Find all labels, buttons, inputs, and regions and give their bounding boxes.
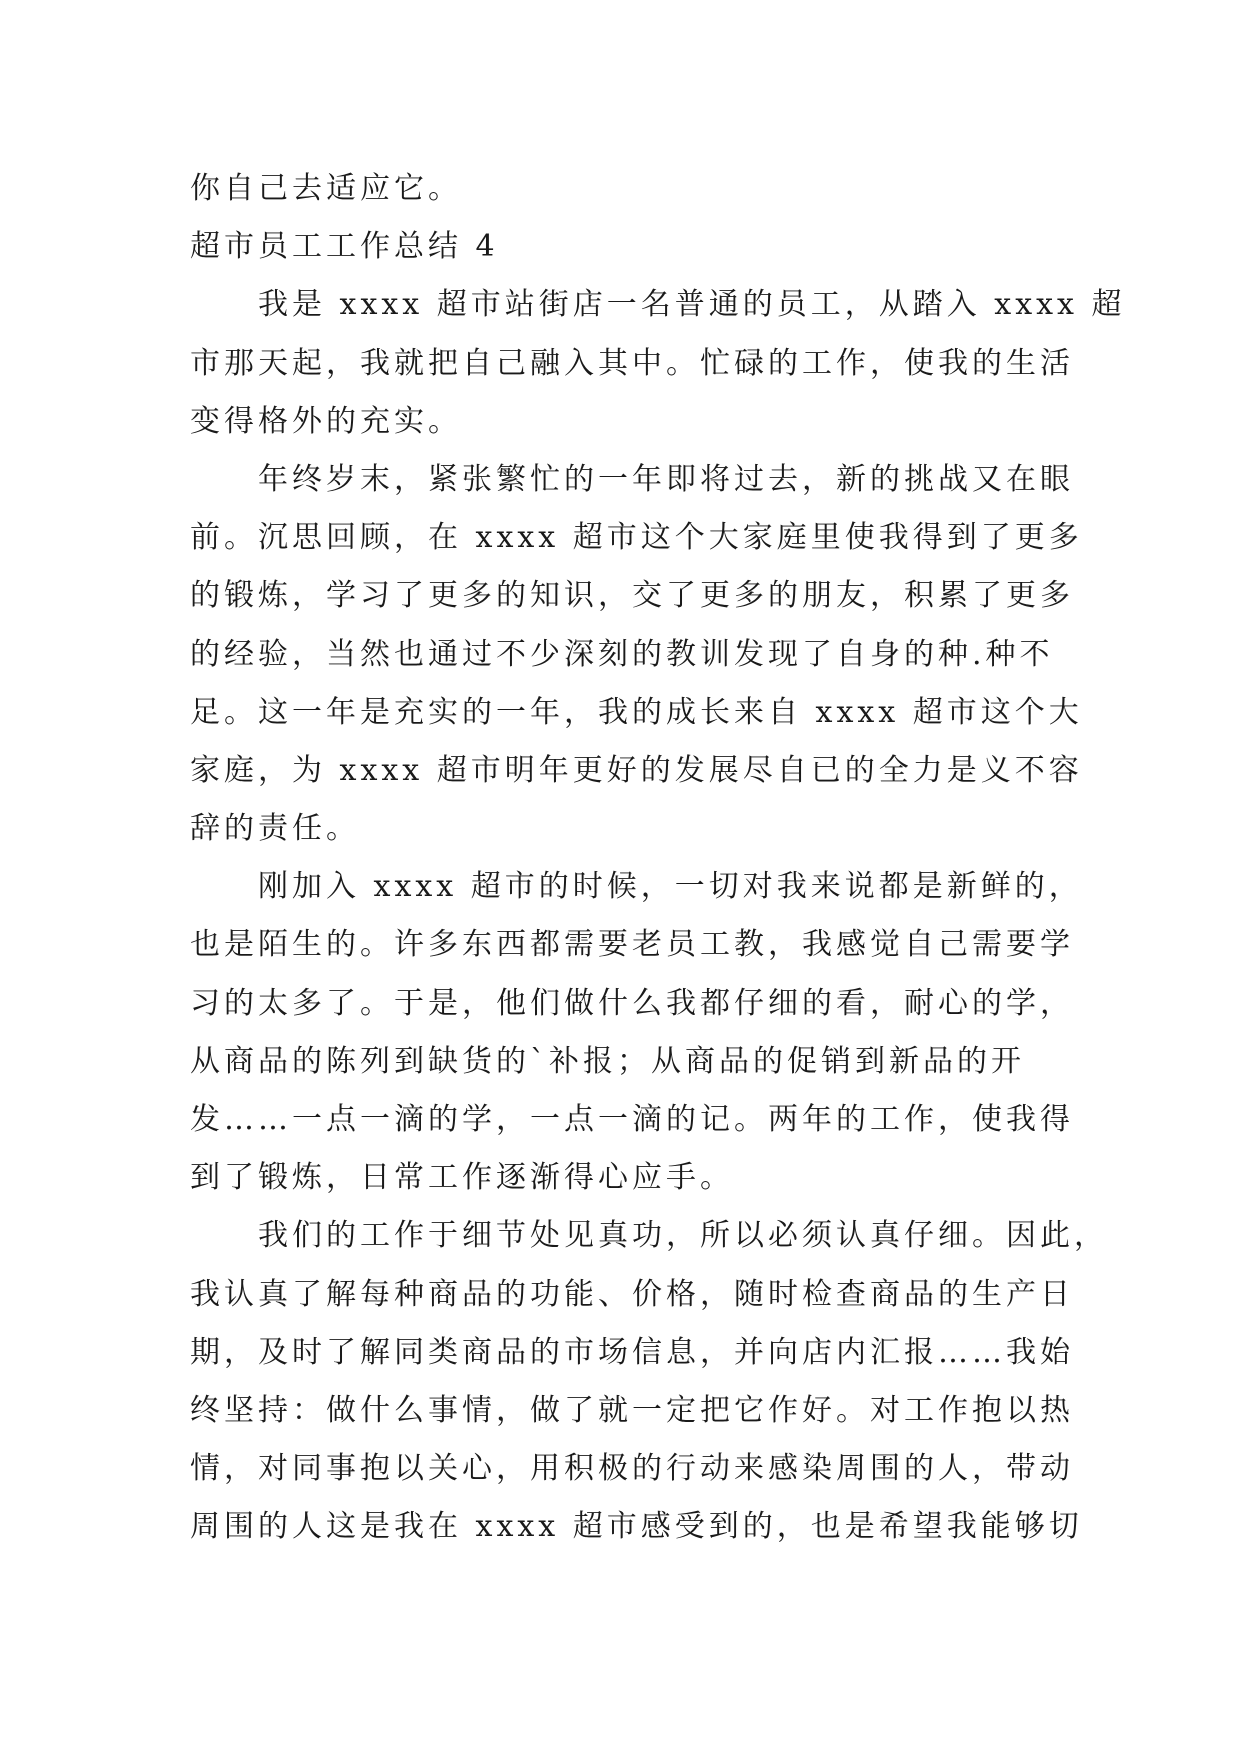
text-line: 习的太多了。于是，他们做什么我都仔细的看，耐心的学， [190,985,1074,1021]
text-line: 也是陌生的。许多东西都需要老员工教，我感觉自己需要学 [190,927,1074,963]
paragraph-first-line: 我们的工作于细节处见真功，所以必须认真仔细。因此， [258,1218,1108,1254]
text-line: 情，对同事抱以关心，用积极的行动来感染周围的人，带动 [190,1451,1074,1487]
text-line: 前。沉思回顾，在 xxxx 超市这个大家庭里使我得到了更多 [190,520,1083,556]
text-line: 终坚持：做什么事情，做了就一定把它作好。对工作抱以热 [190,1392,1074,1428]
text-line: 足。这一年是充实的一年，我的成长来自 xxxx 超市这个大 [190,694,1083,730]
text-line: 家庭，为 xxxx 超市明年更好的发展尽自已的全力是义不容 [190,752,1083,788]
paragraph-first-line: 我是 xxxx 超市站街店一名普通的员工，从踏入 xxxx 超 [258,287,1126,323]
paragraph-first-line: 刚加入 xxxx 超市的时候，一切对我来说都是新鲜的， [258,869,1083,905]
text-line: 的锻炼，学习了更多的知识，交了更多的朋友，积累了更多 [190,578,1074,614]
text-line: 辞的责任。 [190,811,360,847]
text-line: 你自己去适应它。 [190,171,462,206]
document-body [190,160,1126,1557]
text-line: 期，及时了解同类商品的市场信息，并向店内汇报……我始 [190,1334,1074,1370]
text-line: 发……一点一滴的学，一点一滴的记。两年的工作，使我得 [190,1102,1074,1137]
text-line: 到了锻炼，日常工作逐渐得心应手。 [190,1160,734,1196]
section-heading: 超市员工工作总结 4 [190,229,499,265]
text-line: 变得格外的充实。 [190,403,462,439]
text-line: 市那天起，我就把自己融入其中。忙碌的工作，使我的生活 [190,345,1074,381]
text-line: 我认真了解每种商品的功能、价格，随时检查商品的生产日 [190,1276,1074,1312]
text-line: 从商品的陈列到缺货的`补报；从商品的促销到新品的开 [190,1043,1025,1079]
text-line: 的经验，当然也通过不少深刻的教训发现了自身的种.种不 [190,636,1054,672]
text-line: 周围的人这是我在 xxxx 超市感受到的，也是希望我能够切 [190,1509,1083,1545]
paragraph-first-line: 年终岁末，紧张繁忙的一年即将过去，新的挑战又在眼 [258,461,1074,497]
